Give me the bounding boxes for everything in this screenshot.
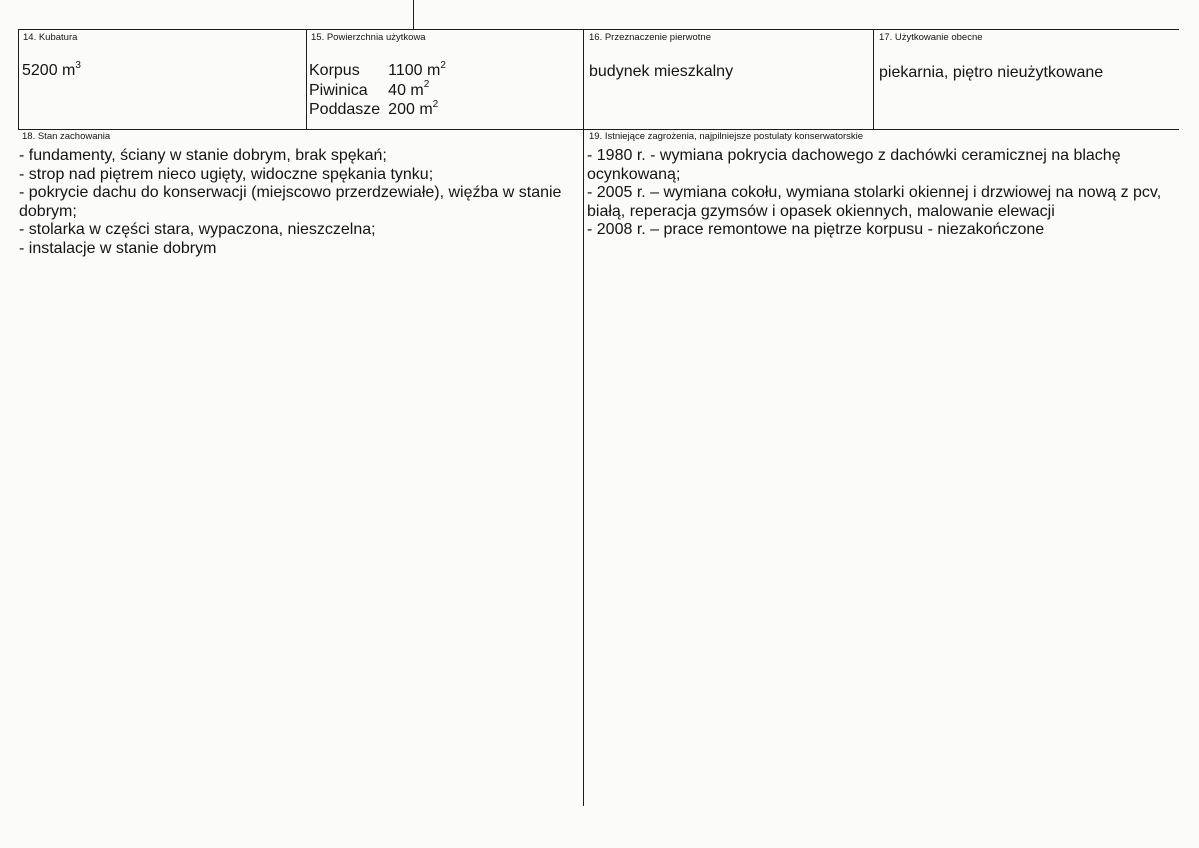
table-top-border [18, 29, 1179, 30]
stan-item: - fundamenty, ściany w stanie dobrym, brak spękań; [19, 147, 387, 164]
area-row-piwinica [309, 81, 446, 101]
kubatura-label: 14. Kubatura [23, 32, 78, 43]
area-row-name: Piwinica [309, 81, 368, 99]
column-divider-1 [306, 29, 307, 130]
powierzchnia-table [309, 61, 446, 120]
row-divider [18, 129, 1179, 130]
przeznaczenie-label: 16. Przeznaczenie pierwotne [589, 32, 711, 43]
column-divider-2 [583, 29, 584, 806]
area-row-exponent: 2 [423, 79, 430, 91]
powierzchnia-label: 15. Powierzchnia użytkowa [311, 32, 426, 43]
zagrozenia-item: - 1980 r. - wymiana pokrycia dachowego z dachówki ceramicznej na blachę ocynkowaną; [587, 147, 1121, 183]
area-row-name: Korpus [309, 62, 360, 79]
area-row-name: Poddasze [309, 101, 381, 118]
stan-item: - instalacje w stanie dobrym [19, 239, 217, 257]
zagrozenia-item: - 2008 r. – prace remontowe na piętrze korpusu - niezakończone [587, 221, 1045, 238]
area-row-number: 200 m [388, 101, 433, 118]
uzytkowanie-label: 17. Użytkowanie obecne [879, 32, 983, 43]
area-row-poddasze [309, 100, 446, 120]
kubatura-number: 5200 m [22, 62, 76, 79]
table-left-border [18, 29, 19, 130]
area-row-value [388, 61, 446, 81]
kubatura-value [22, 61, 81, 80]
stan-item: - stolarka w części stara, wypaczona, nieszczelna; [19, 221, 376, 238]
area-row-exponent: 2 [440, 59, 446, 71]
stan-item: - strop nad piętrem nieco ugięty, widoczne spękania tynku; [19, 165, 434, 183]
area-row-exponent: 2 [432, 98, 439, 110]
kubatura-unit-exponent: 3 [75, 59, 81, 71]
zagrozenia-list [587, 147, 1177, 240]
stan-list [19, 147, 571, 258]
area-row-value [388, 81, 446, 101]
top-stub-line [413, 0, 414, 30]
zagrozenia-label: 19. Istniejące zagrożenia, najpilniejsze postulaty konserwatorskie [589, 131, 864, 142]
area-row-number: 1100 m [388, 62, 441, 79]
uzytkowanie-value: piekarnia, piętro nieużytkowane [879, 64, 1104, 81]
stan-label: 18. Stan zachowania [22, 131, 111, 142]
area-row-korpus [309, 61, 446, 81]
przeznaczenie-value: budynek mieszkalny [589, 63, 734, 80]
column-divider-3 [873, 29, 874, 130]
stan-item: - pokrycie dachu do konserwacji (miejscowo przerdzewiałe), więźba w stanie dobrym; [19, 184, 562, 220]
zagrozenia-item: - 2005 r. – wymiana cokołu, wymiana stolarki okiennej i drzwiowej na nową z pcv, białą, reperacja gzymsów i opasek okiennych, malowanie elewacji [587, 184, 1162, 220]
area-row-number: 40 m [388, 81, 424, 99]
area-row-value [388, 100, 446, 120]
